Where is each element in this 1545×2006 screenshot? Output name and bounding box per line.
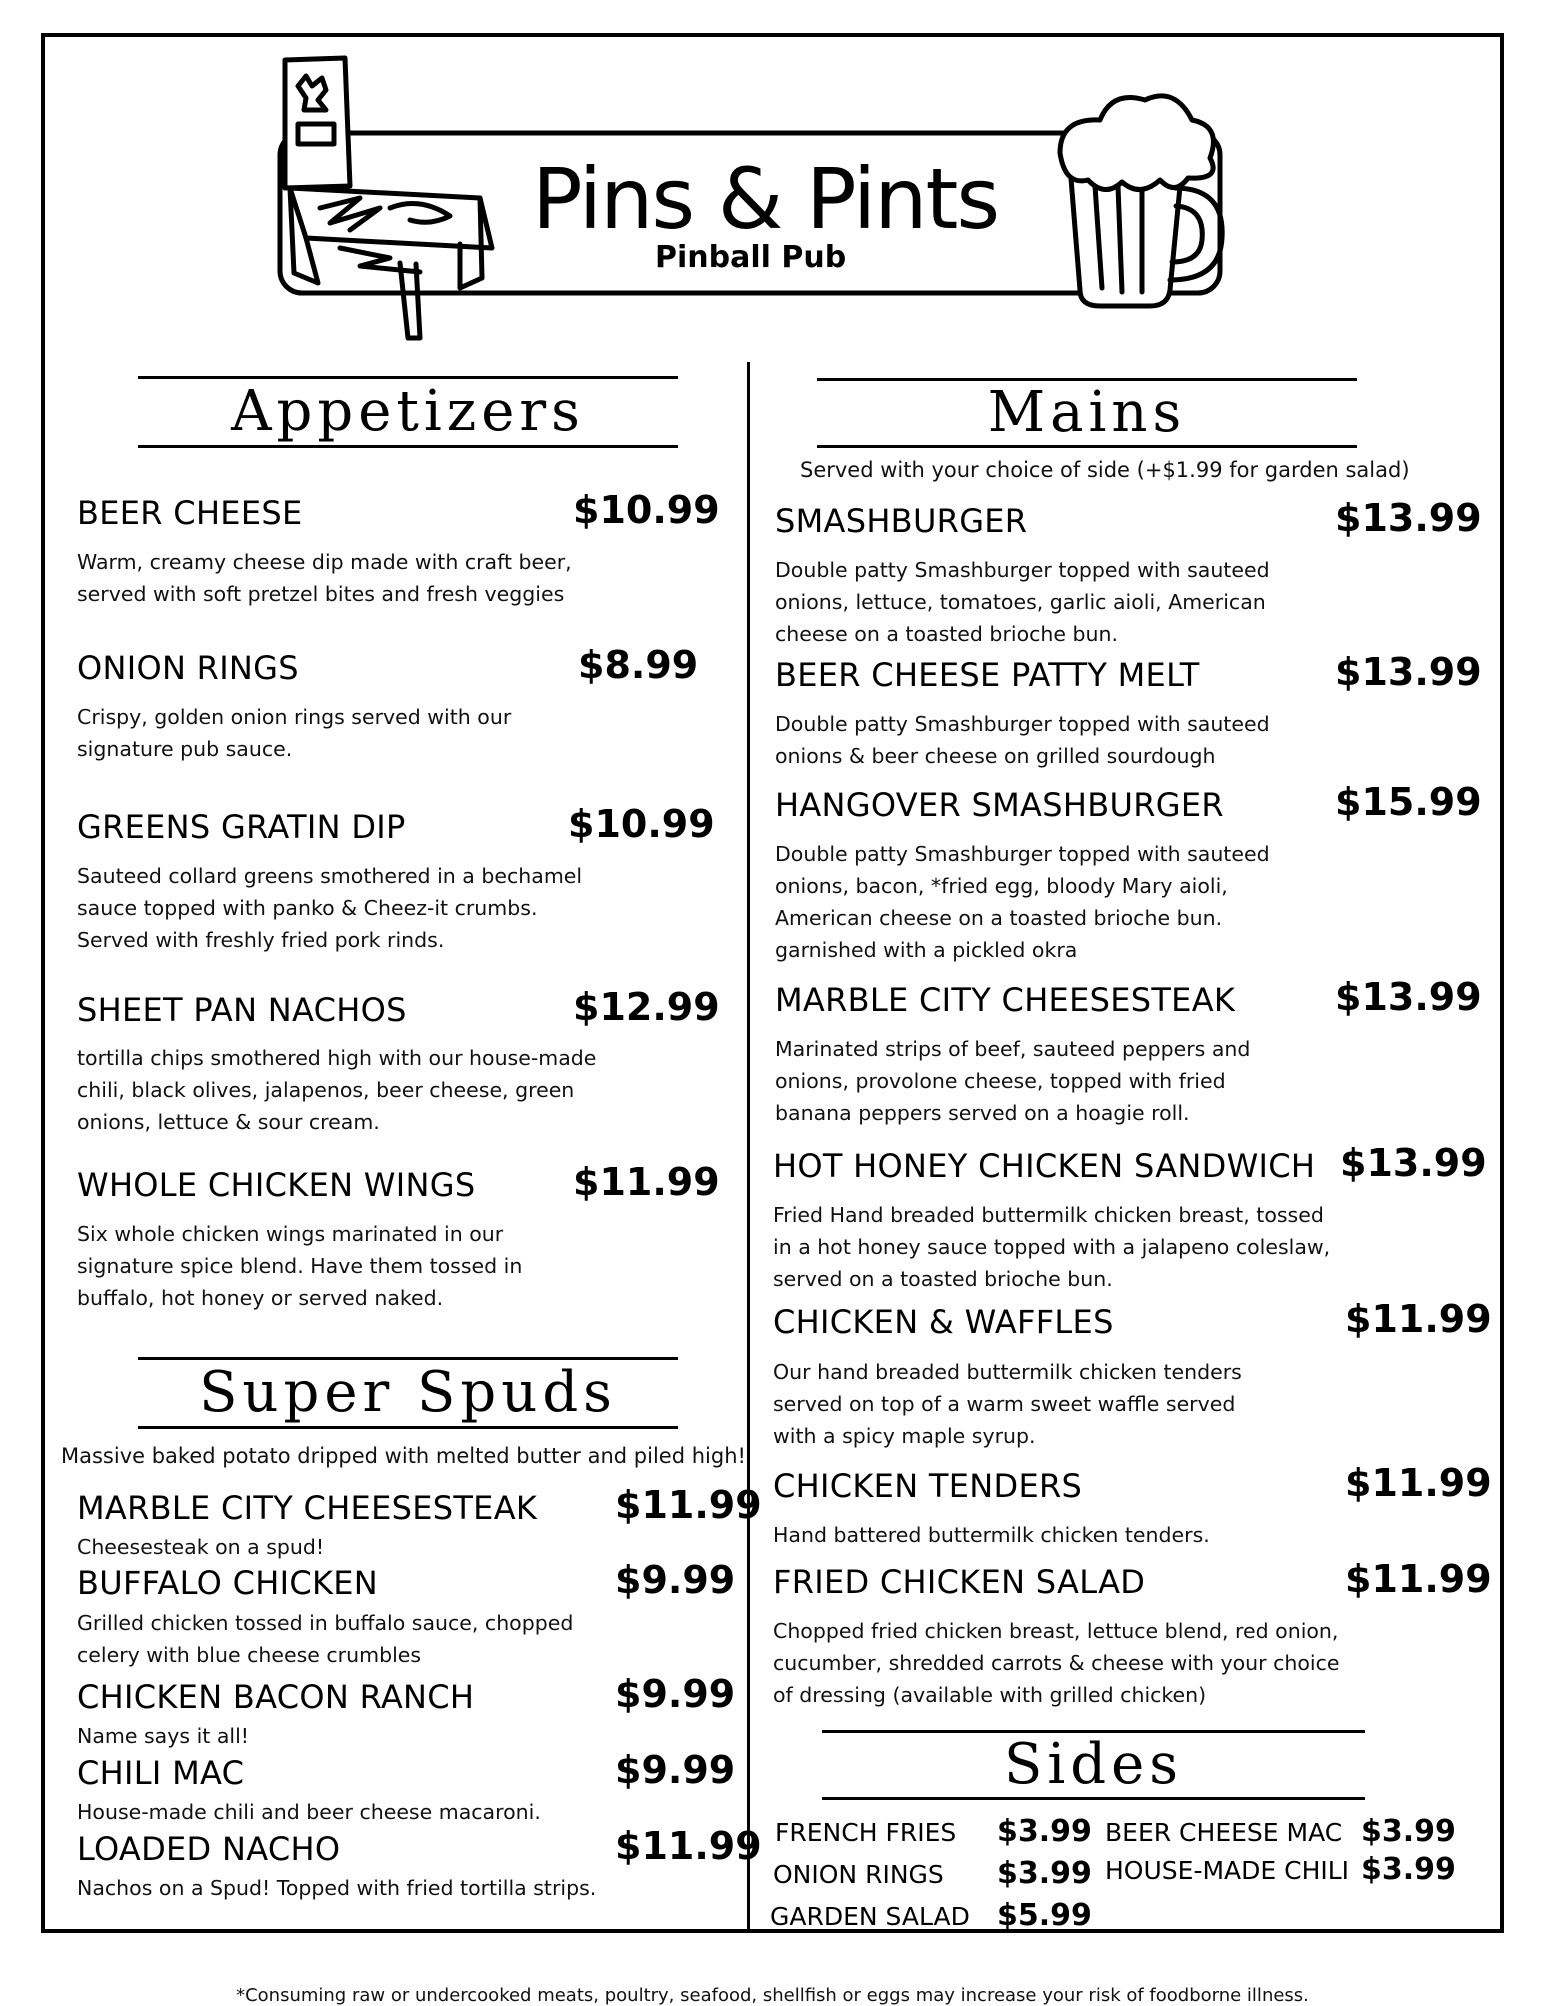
- side-price: $3.99: [997, 1814, 1092, 1849]
- foodborne-illness-disclaimer: *Consuming raw or undercooked meats, poultry, seafood, shellfish or eggs may increase your risk of foodborne illness.: [236, 1985, 1309, 2006]
- item-description: Cheesesteak on a spud!: [77, 1535, 325, 1559]
- spuds-note: Massive baked potato dripped with melted butter and piled high!: [61, 1444, 746, 1468]
- column-divider: [747, 362, 750, 1932]
- item-description: Our hand breaded buttermilk chicken tenders served on top of a warm sweet waffle served with a spicy maple syrup.: [773, 1360, 1242, 1448]
- item-price: $10.99: [568, 802, 715, 846]
- brand-title: Pins & Pints: [532, 150, 999, 248]
- heading-rule-bottom: [817, 445, 1357, 448]
- side-name: HOUSE-MADE CHILI: [1105, 1856, 1350, 1885]
- item-price: $15.99: [1335, 780, 1482, 824]
- item-name: FRIED CHICKEN SALAD: [773, 1563, 1146, 1601]
- item-name: BEER CHEESE PATTY MELT: [775, 656, 1200, 694]
- appetizers-heading: [138, 376, 678, 448]
- item-name: CHICKEN TENDERS: [773, 1467, 1083, 1505]
- heading-rule-bottom: [822, 1797, 1365, 1800]
- item-name: WHOLE CHICKEN WINGS: [77, 1166, 476, 1204]
- item-name: GREENS GRATIN DIP: [77, 808, 406, 846]
- item-description: Double patty Smashburger topped with sauteed onions, bacon, *fried egg, bloody Mary aioli, American cheese on a toasted brioche bun. garnished with a pickled okra: [775, 842, 1270, 962]
- heading-rule-bottom: [138, 445, 678, 448]
- side-name: FRENCH FRIES: [775, 1818, 957, 1847]
- item-price: $11.99: [1345, 1557, 1492, 1601]
- item-description: Grilled chicken tossed in buffalo sauce, chopped celery with blue cheese crumbles: [77, 1611, 574, 1667]
- item-price: $11.99: [615, 1824, 762, 1868]
- item-description: Fried Hand breaded buttermilk chicken breast, tossed in a hot honey sauce topped with a jalapeno coleslaw, served on a toasted brioche bun.: [773, 1203, 1331, 1291]
- item-description: tortilla chips smothered high with our house-made chili, black olives, jalapenos, beer cheese, green onions, lettuce & sour cream.: [77, 1046, 597, 1134]
- side-name: ONION RINGS: [773, 1860, 944, 1889]
- brand-logo: [270, 48, 1230, 348]
- item-description: Double patty Smashburger topped with sauteed onions & beer cheese on grilled sourdough: [775, 712, 1270, 768]
- side-price: $3.99: [1361, 1852, 1456, 1887]
- side-price: $5.99: [997, 1898, 1092, 1933]
- item-price: $13.99: [1340, 1141, 1487, 1185]
- item-price: $9.99: [615, 1558, 736, 1602]
- item-description: Crispy, golden onion rings served with our signature pub sauce.: [77, 705, 512, 761]
- item-description: Six whole chicken wings marinated in our signature spice blend. Have them tossed in buffalo, hot honey or served naked.: [77, 1222, 523, 1310]
- sides-heading: [822, 1730, 1365, 1800]
- item-price: $11.99: [1345, 1297, 1492, 1341]
- mains-note: Served with your choice of side (+$1.99 for garden salad): [800, 458, 1410, 482]
- side-price: $3.99: [1361, 1814, 1456, 1849]
- item-description: House-made chili and beer cheese macaroni.: [77, 1800, 541, 1824]
- item-description: Sauteed collard greens smothered in a bechamel sauce topped with panko & Cheez-it crumbs. Served with freshly fried pork rinds.: [77, 864, 583, 952]
- side-price: $3.99: [997, 1856, 1092, 1891]
- item-price: $13.99: [1335, 496, 1482, 540]
- sides-title: Sides: [1004, 1732, 1183, 1797]
- brand-subtitle: Pinball Pub: [655, 240, 847, 275]
- item-description: Nachos on a Spud! Topped with fried tortilla strips.: [77, 1876, 597, 1900]
- item-description: Double patty Smashburger topped with sauteed onions, lettuce, tomatoes, garlic aioli, American cheese on a toasted brioche bun.: [775, 558, 1270, 646]
- item-name: BUFFALO CHICKEN: [77, 1564, 379, 1602]
- item-description: Hand battered buttermilk chicken tenders.: [773, 1523, 1210, 1547]
- side-name: GARDEN SALAD: [770, 1902, 970, 1931]
- item-price: $9.99: [615, 1672, 736, 1716]
- spuds-heading: [138, 1357, 678, 1429]
- item-price: $10.99: [573, 488, 720, 532]
- item-price: $13.99: [1335, 650, 1482, 694]
- item-name: SHEET PAN NACHOS: [77, 991, 407, 1029]
- appetizers-title: Appetizers: [231, 379, 585, 444]
- heading-rule-bottom: [138, 1426, 678, 1429]
- mains-heading: [817, 378, 1357, 448]
- item-name: CHICKEN & WAFFLES: [773, 1303, 1114, 1341]
- mains-title: Mains: [987, 380, 1187, 445]
- item-description: Name says it all!: [77, 1724, 249, 1748]
- item-name: HANGOVER SMASHBURGER: [775, 786, 1224, 824]
- item-name: MARBLE CITY CHEESESTEAK: [77, 1489, 538, 1527]
- spuds-title: Super Spuds: [199, 1360, 617, 1425]
- item-name: BEER CHEESE: [77, 494, 303, 532]
- item-name: ONION RINGS: [77, 649, 299, 687]
- item-price: $13.99: [1335, 975, 1482, 1019]
- item-price: $8.99: [578, 643, 699, 687]
- item-price: $11.99: [573, 1160, 720, 1204]
- item-name: HOT HONEY CHICKEN SANDWICH: [773, 1147, 1316, 1185]
- item-name: LOADED NACHO: [77, 1830, 341, 1868]
- item-name: CHILI MAC: [77, 1754, 245, 1792]
- item-name: MARBLE CITY CHEESESTEAK: [775, 981, 1236, 1019]
- item-price: $12.99: [573, 985, 720, 1029]
- item-price: $11.99: [1345, 1461, 1492, 1505]
- item-name: CHICKEN BACON RANCH: [77, 1678, 475, 1716]
- item-description: Warm, creamy cheese dip made with craft beer, served with soft pretzel bites and fresh veggies: [77, 550, 572, 606]
- item-price: $11.99: [615, 1483, 762, 1527]
- item-price: $9.99: [615, 1748, 736, 1792]
- item-name: SMASHBURGER: [775, 502, 1028, 540]
- item-description: Chopped fried chicken breast, lettuce blend, red onion, cucumber, shredded carrots & cheese with your choice of dressing (available with grilled chicken): [773, 1619, 1340, 1707]
- item-description: Marinated strips of beef, sauteed peppers and onions, provolone cheese, topped with fried banana peppers served on a hoagie roll.: [775, 1037, 1251, 1125]
- side-name: BEER CHEESE MAC: [1105, 1818, 1343, 1847]
